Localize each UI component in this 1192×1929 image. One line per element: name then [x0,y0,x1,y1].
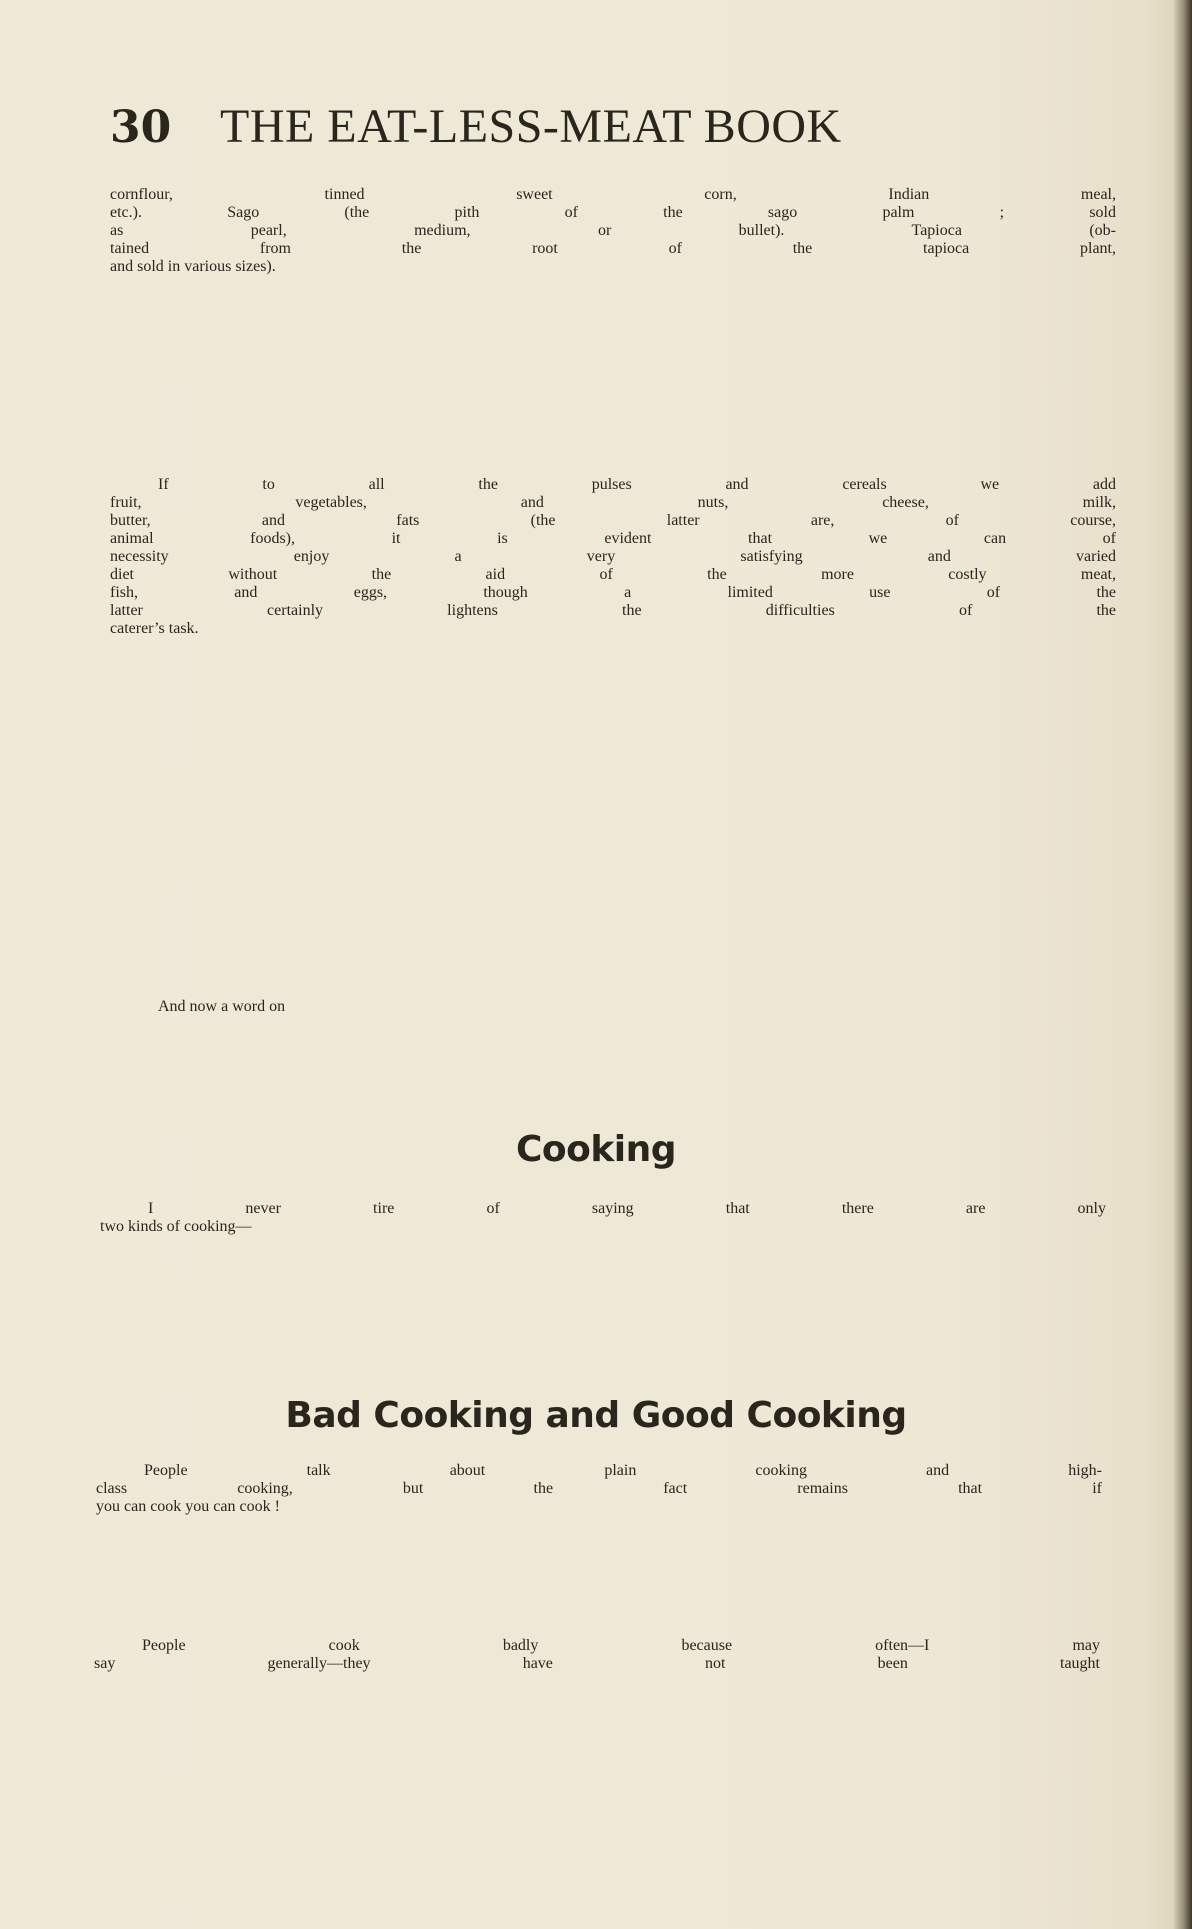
text-line: animal foods), it is evident that we can of [110,530,1116,547]
paragraph-plain-cooking [96,1462,1102,1516]
text-line: two kinds of cooking— [100,1218,252,1235]
text-line: People talk about plain cooking and high- [144,1462,1102,1479]
text-line: People cook badly because often—I may [142,1637,1100,1654]
text-line: cornflour, tinned sweet corn, Indian meal, [110,186,1116,203]
text-line: diet without the aid of the more costly meat, [110,566,1116,583]
paragraph-continuation [110,186,1116,276]
text-line: If to all the pulses and cereals we add [158,476,1116,493]
text-line: I never tire of saying that there are only [148,1200,1106,1217]
text-line: latter certainly lightens the difficulties of the [110,602,1116,619]
text-line: etc.). Sago (the pith of the sago palm ; sold [110,204,1116,221]
text-line: as pearl, medium, or bullet). Tapioca (ob- [110,222,1116,239]
page-header [110,98,1010,158]
paragraph-cook-badly [94,1637,1100,1673]
text-line: and sold in various sizes). [110,258,276,275]
text-line: butter, and fats (the latter are, of course, [110,512,1116,529]
text-line: class cooking, but the fact remains that if [96,1480,1102,1497]
text-line: And now a word on [158,998,286,1015]
paragraph-pulses-cereals [110,476,1116,638]
paragraph-two-kinds [100,1200,1106,1236]
text-line: caterer’s task. [110,620,199,637]
section-heading-bad-good-cooking: Bad Cooking and Good Cooking [285,1395,907,1436]
text-line: you can cook you can cook ! [96,1498,280,1515]
text-line: fish, and eggs, though a limited use of the [110,584,1116,601]
text-line: say generally—they have not been taught [94,1655,1100,1672]
text-line: fruit, vegetables, and nuts, cheese, milk, [110,494,1116,511]
text-line: necessity enjoy a very satisfying and varied [110,548,1116,565]
section-heading-cooking: Cooking [515,1129,677,1170]
page-edge-shadow [1174,0,1192,1929]
text-line: tained from the root of the tapioca plant, [110,240,1116,257]
running-title: THE EAT-LESS-MEAT BOOK [220,100,842,153]
paragraph-word-on [110,998,1116,1016]
page-number: 30 [110,102,172,153]
